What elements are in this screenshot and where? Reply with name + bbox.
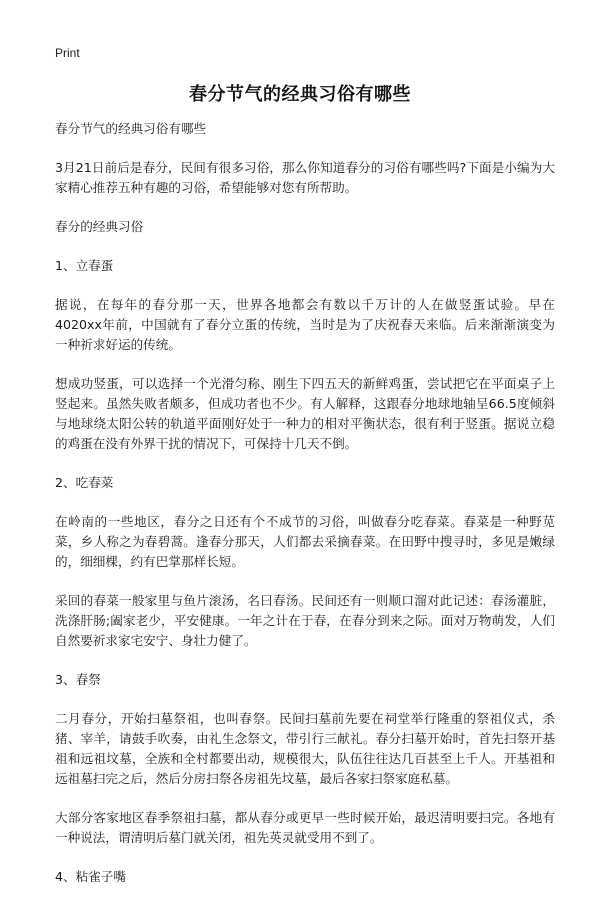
paragraph-1a: 据说，在每年的春分那一天，世界各地都会有数以千万计的人在做竖蛋试验。早在4020xx年前，中国就有了春分立蛋的传统，当时是为了庆祝春天来临。后来渐渐演变为一种祈求好运的传统。: [55, 297, 555, 352]
paragraph-2a: 在岭南的一些地区，春分之日还有个不成节的习俗，叫做春分吃春菜。春菜是一种野苋菜，乡人称之为春碧蒿。逢春分那天，人们都去采摘春菜。在田野中搜寻时，多见是嫩绿的，细细棵，约有巴掌那样长短。: [55, 514, 555, 569]
subsection-heading-4: 4、粘雀子嘴: [55, 869, 126, 884]
paragraph-1b: 想成功竖蛋，可以选择一个光滑匀称、刚生下四五天的新鲜鸡蛋，尝试把它在平面桌子上竖起来。虽然失败者颇多，但成功者也不少。有人解释，这跟春分地球地轴呈66.5度倾斜与地球绕太阳公转的轨道平面刚好处于一种力的相对平衡状态，很有利于竖蛋。据说立稳的鸡蛋在没有外界干扰的情况下，可保持十几天不倒。: [55, 376, 555, 451]
paragraph-3a: 二月春分，开始扫墓祭祖，也叫春祭。民间扫墓前先要在祠堂举行隆重的祭祖仪式，杀猪、宰羊，请鼓手吹奏，由礼生念祭文，带引行三献礼。春分扫墓开始时，首先扫祭开基祖和远祖坟墓，全族和全村都要出动，规模很大，队伍往往达几百甚至上千人。开基祖和远祖墓扫完之后，然后分房扫祭各房祖先坟墓，最后各家扫祭家庭私墓。: [55, 711, 555, 786]
article-subtitle: 春分节气的经典习俗有哪些: [55, 121, 207, 136]
paragraph-2b: 采回的春菜一般家里与鱼片滚汤，名曰春汤。民间还有一则顺口溜对此记述：春汤灌脏，洗涤肝肠;阖家老少，平安健康。一年之计在于春，在春分到来之际。面对万物萌发，人们自然要祈求家宅安宁、身壮力健了。: [55, 593, 555, 648]
intro-paragraph: 3月21日前后是春分，民间有很多习俗，那么你知道春分的习俗有哪些吗?下面是小编为大家精心推荐五种有趣的习俗，希望能够对您有所帮助。: [55, 160, 555, 195]
subsection-heading-1: 1、立春蛋: [55, 258, 114, 273]
page-title: 春分节气的经典习俗有哪些: [189, 84, 411, 105]
subsection-heading-3: 3、春祭: [55, 672, 101, 687]
article-body: [55, 119, 555, 906]
print-link[interactable]: Print: [55, 46, 80, 60]
section-heading: 春分的经典习俗: [55, 219, 144, 234]
paragraph-3b: 大部分客家地区春季祭祖扫墓，都从春分或更早一些时候开始，最迟清明要扫完。各地有一种说法，谓清明后墓门就关闭，祖先英灵就受用不到了。: [55, 810, 555, 845]
subsection-heading-2: 2、吃春菜: [55, 475, 114, 490]
